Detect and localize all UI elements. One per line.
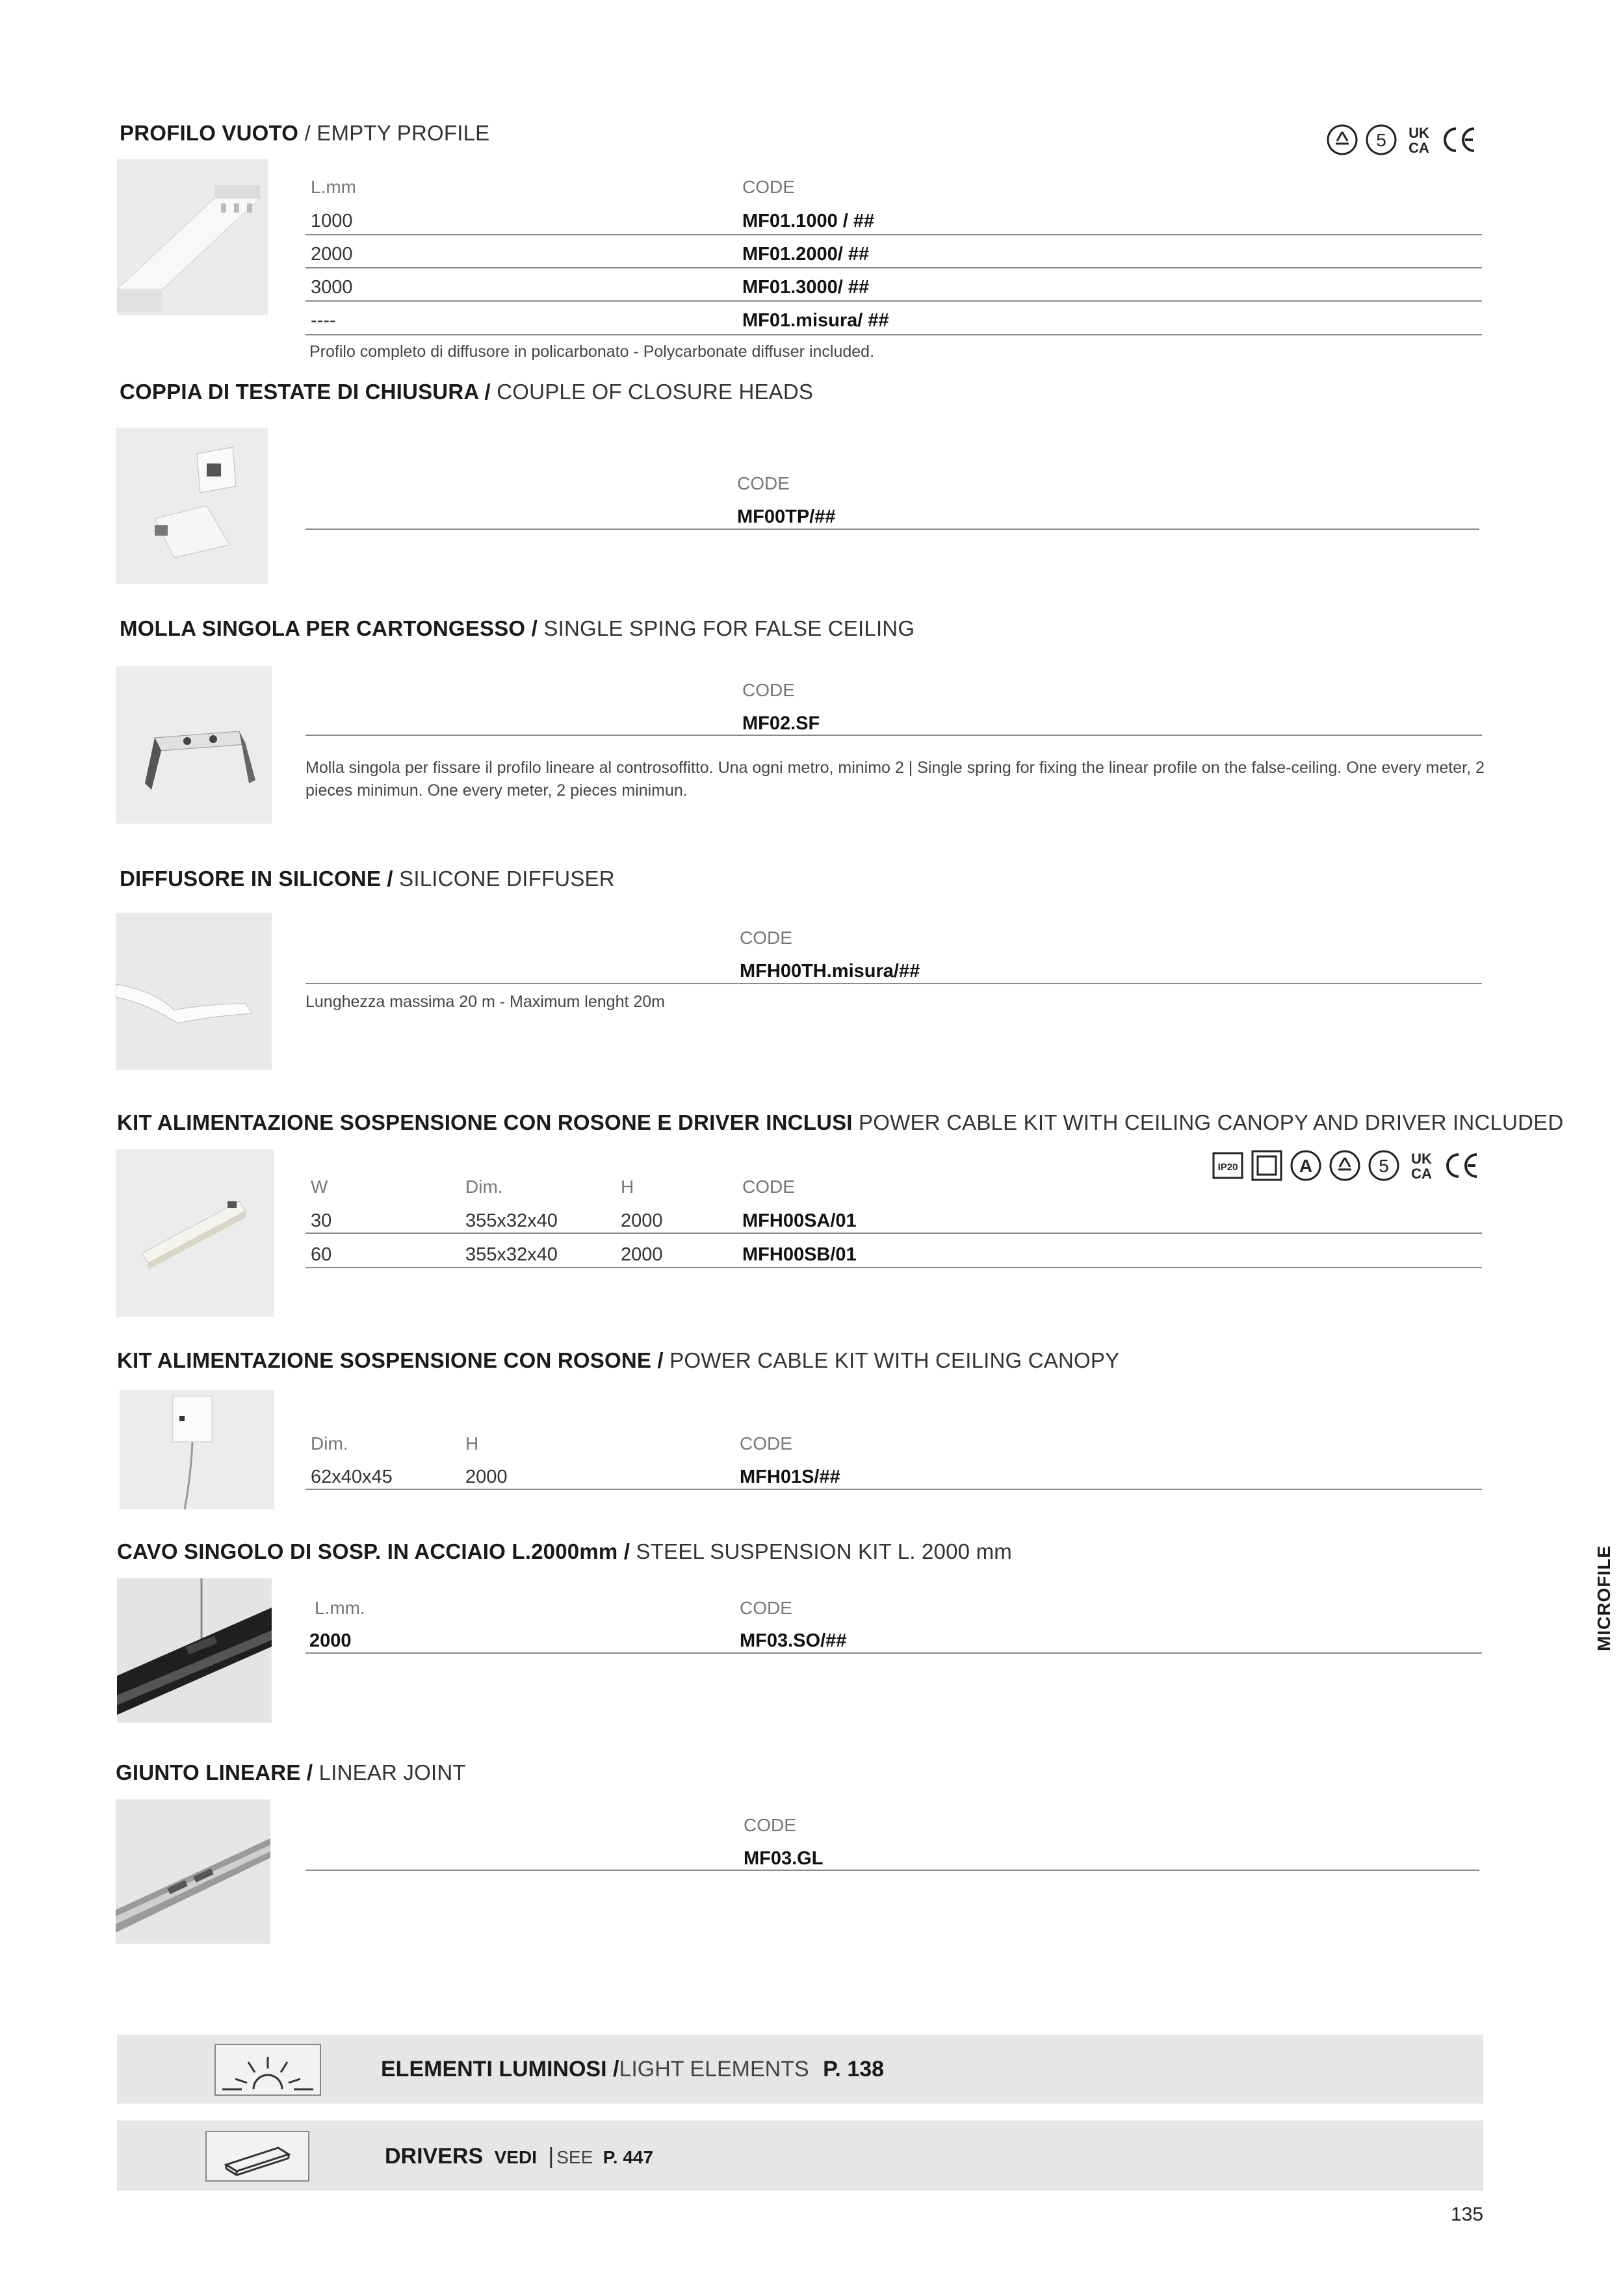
title-it: MOLLA SINGOLA PER CARTONGESSO /	[120, 616, 538, 640]
title-en: SILICONE DIFFUSER	[399, 867, 615, 891]
table-cell-dim: 62x40x45	[311, 1467, 393, 1487]
table-cell-code: MF03.SO/##	[740, 1630, 847, 1651]
section-title-spring	[120, 616, 915, 641]
linear-joint-image	[116, 1799, 270, 1944]
ip20-icon	[1212, 1149, 1244, 1182]
table-cell-code: MF01.3000/ ##	[742, 277, 870, 298]
banner-sep: |	[548, 2144, 554, 2169]
table-cell-w: 60	[311, 1244, 332, 1265]
title-en: SINGLE SPING FOR FALSE CEILING	[543, 616, 915, 640]
page-number: 135	[1451, 2204, 1484, 2225]
row-divider	[305, 1489, 1482, 1490]
table-cell-code: MF00TP/##	[737, 506, 836, 527]
row-divider	[305, 1870, 1479, 1871]
table-cell-dim: 355x32x40	[465, 1244, 558, 1265]
svg-text:CA: CA	[1409, 140, 1429, 156]
svg-text:UK: UK	[1411, 1151, 1432, 1167]
col-header-dim: Dim.	[311, 1433, 348, 1454]
recycle-icon	[1329, 1149, 1361, 1182]
light-elements-label	[381, 2057, 884, 2082]
table-cell-code: MF03.GL	[744, 1848, 824, 1869]
svg-text:A: A	[1299, 1156, 1313, 1176]
row-divider	[305, 1267, 1482, 1268]
svg-text:IP20: IP20	[1217, 1162, 1238, 1173]
table-cell-length: 2000	[311, 244, 353, 265]
banner-it: DRIVERS	[385, 2144, 484, 2169]
title-it: KIT ALIMENTAZIONE SOSPENSIONE CON ROSONE /	[117, 1348, 664, 1372]
row-divider	[305, 735, 1482, 736]
title-en: LINEAR JOINT	[318, 1760, 466, 1784]
class-ii-icon	[1251, 1149, 1283, 1182]
spring-note: Molla singola per fissare il profilo lineare al controsoffitto. Una ogni metro, minimo 2 | Single spring for fixing the linear profile on the false-ceiling. One every meter, 2 pieces minimun. One every meter, 2 pieces minimun.	[305, 759, 1485, 800]
section-title-linear-joint	[116, 1760, 466, 1785]
side-tab-label: MICROFILE	[1594, 1545, 1614, 1651]
steel-cable-image	[117, 1578, 272, 1723]
col-header-h: H	[621, 1177, 634, 1197]
energy-class-a-icon	[1290, 1149, 1322, 1182]
banner-en: LIGHT ELEMENTS	[619, 2057, 809, 2081]
ukca-icon	[1404, 124, 1434, 156]
certification-icons	[1212, 1149, 1479, 1182]
table-cell-h: 2000	[621, 1210, 663, 1231]
table-cell-h: 2000	[465, 1467, 508, 1487]
row-divider	[305, 267, 1482, 268]
title-it: CAVO SINGOLO DI SOSP. IN ACCIAIO L.2000mm /	[117, 1539, 630, 1563]
row-divider	[305, 234, 1482, 235]
diffuser-note: Lunghezza massima 20 m - Maximum lenght 20m	[305, 993, 666, 1011]
row-divider	[305, 983, 1482, 984]
table-cell-code: MFH01S/##	[740, 1467, 840, 1487]
table-cell-code: MFH00SB/01	[742, 1244, 857, 1265]
light-elements-thumb	[214, 2044, 321, 2096]
table-cell-code: MFH00TH.misura/##	[740, 961, 920, 982]
svg-text:5: 5	[1379, 1156, 1389, 1176]
table-cell-code: MF01.misura/ ##	[742, 310, 889, 331]
banner-page: P. 447	[603, 2147, 654, 2167]
light-elements-banner[interactable]	[117, 2035, 1483, 2104]
col-header-code: CODE	[737, 473, 790, 493]
col-header-h: H	[465, 1433, 479, 1454]
recycle-icon	[1326, 124, 1358, 156]
power-kit-driver-image	[116, 1149, 274, 1317]
empty-profile-image	[117, 159, 268, 315]
table-cell-code: MF01.2000/ ##	[742, 244, 870, 265]
closure-heads-image	[116, 428, 268, 584]
power-kit-image	[120, 1390, 274, 1509]
ce-icon	[1443, 1149, 1479, 1182]
col-header-code: CODE	[742, 680, 795, 700]
row-divider	[305, 1652, 1482, 1654]
table-cell-length: ----	[311, 310, 336, 331]
table-cell-code: MF01.1000 / ##	[742, 211, 875, 231]
ukca-icon	[1407, 1149, 1436, 1182]
row-divider	[305, 300, 1482, 302]
table-cell-length: 3000	[311, 277, 353, 298]
table-cell-length: 2000	[309, 1630, 352, 1651]
section-title-power-kit	[117, 1348, 1119, 1373]
col-header-code: CODE	[744, 1815, 796, 1835]
empty-profile-note: Profilo completo di diffusore in policarbonato - Polycarbonate diffuser included.	[309, 343, 875, 361]
title-en: COUPLE OF CLOSURE HEADS	[497, 380, 814, 404]
col-header-length: L.mm.	[315, 1598, 365, 1618]
title-en: / EMPTY PROFILE	[304, 121, 490, 145]
svg-text:CA: CA	[1411, 1166, 1432, 1182]
col-header-code: CODE	[740, 928, 792, 948]
spring-image	[116, 666, 272, 824]
table-cell-code: MF02.SF	[742, 713, 820, 734]
row-divider	[305, 528, 1479, 530]
warranty-5-icon	[1365, 124, 1397, 156]
table-cell-dim: 355x32x40	[465, 1210, 558, 1231]
row-divider	[305, 1233, 1482, 1234]
col-header-code: CODE	[740, 1598, 792, 1618]
title-it: GIUNTO LINEARE /	[116, 1760, 313, 1784]
col-header-code: CODE	[742, 1177, 795, 1197]
banner-it: ELEMENTI LUMINOSI /	[381, 2057, 619, 2081]
section-title-power-kit-driver	[117, 1110, 1563, 1135]
section-title-diffuser	[120, 867, 615, 891]
row-divider	[305, 334, 1482, 335]
title-it: COPPIA DI TESTATE DI CHIUSURA /	[120, 380, 491, 404]
table-cell-length: 1000	[311, 211, 353, 231]
ce-icon	[1440, 124, 1477, 156]
title-en: STEEL SUSPENSION KIT L. 2000 mm	[636, 1539, 1012, 1563]
section-title-closure-heads	[120, 380, 813, 404]
col-header-code: CODE	[740, 1433, 792, 1454]
table-cell-w: 30	[311, 1210, 332, 1231]
col-header-code: CODE	[742, 177, 795, 197]
col-header-dim: Dim.	[465, 1177, 503, 1197]
title-it: KIT ALIMENTAZIONE SOSPENSIONE CON ROSONE E DRIVER INCLUSI	[117, 1110, 853, 1134]
drivers-banner[interactable]	[117, 2120, 1483, 2191]
title-en: POWER CABLE KIT WITH CEILING CANOPY	[669, 1348, 1120, 1372]
banner-page: P. 138	[823, 2057, 885, 2081]
title-it: DIFFUSORE IN SILICONE /	[120, 867, 393, 891]
col-header-w: W	[311, 1177, 328, 1197]
col-header-length: L.mm	[311, 177, 356, 197]
diffuser-image	[116, 913, 272, 1070]
table-cell-h: 2000	[621, 1244, 663, 1265]
svg-text:UK: UK	[1409, 125, 1429, 141]
certification-icons	[1326, 124, 1477, 156]
banner-vedi: VEDI	[494, 2147, 537, 2167]
table-cell-code: MFH00SA/01	[742, 1210, 857, 1231]
section-title-steel-cable	[117, 1539, 1012, 1564]
svg-text:5: 5	[1376, 130, 1386, 150]
section-title-empty-profile	[120, 121, 489, 146]
banner-see: SEE	[556, 2147, 593, 2167]
title-en: POWER CABLE KIT WITH CEILING CANOPY AND DRIVER INCLUDED	[859, 1110, 1564, 1134]
warranty-5-icon	[1368, 1149, 1400, 1182]
title-it: PROFILO VUOTO	[120, 121, 299, 145]
drivers-label	[385, 2144, 653, 2169]
drivers-thumb	[205, 2131, 309, 2182]
